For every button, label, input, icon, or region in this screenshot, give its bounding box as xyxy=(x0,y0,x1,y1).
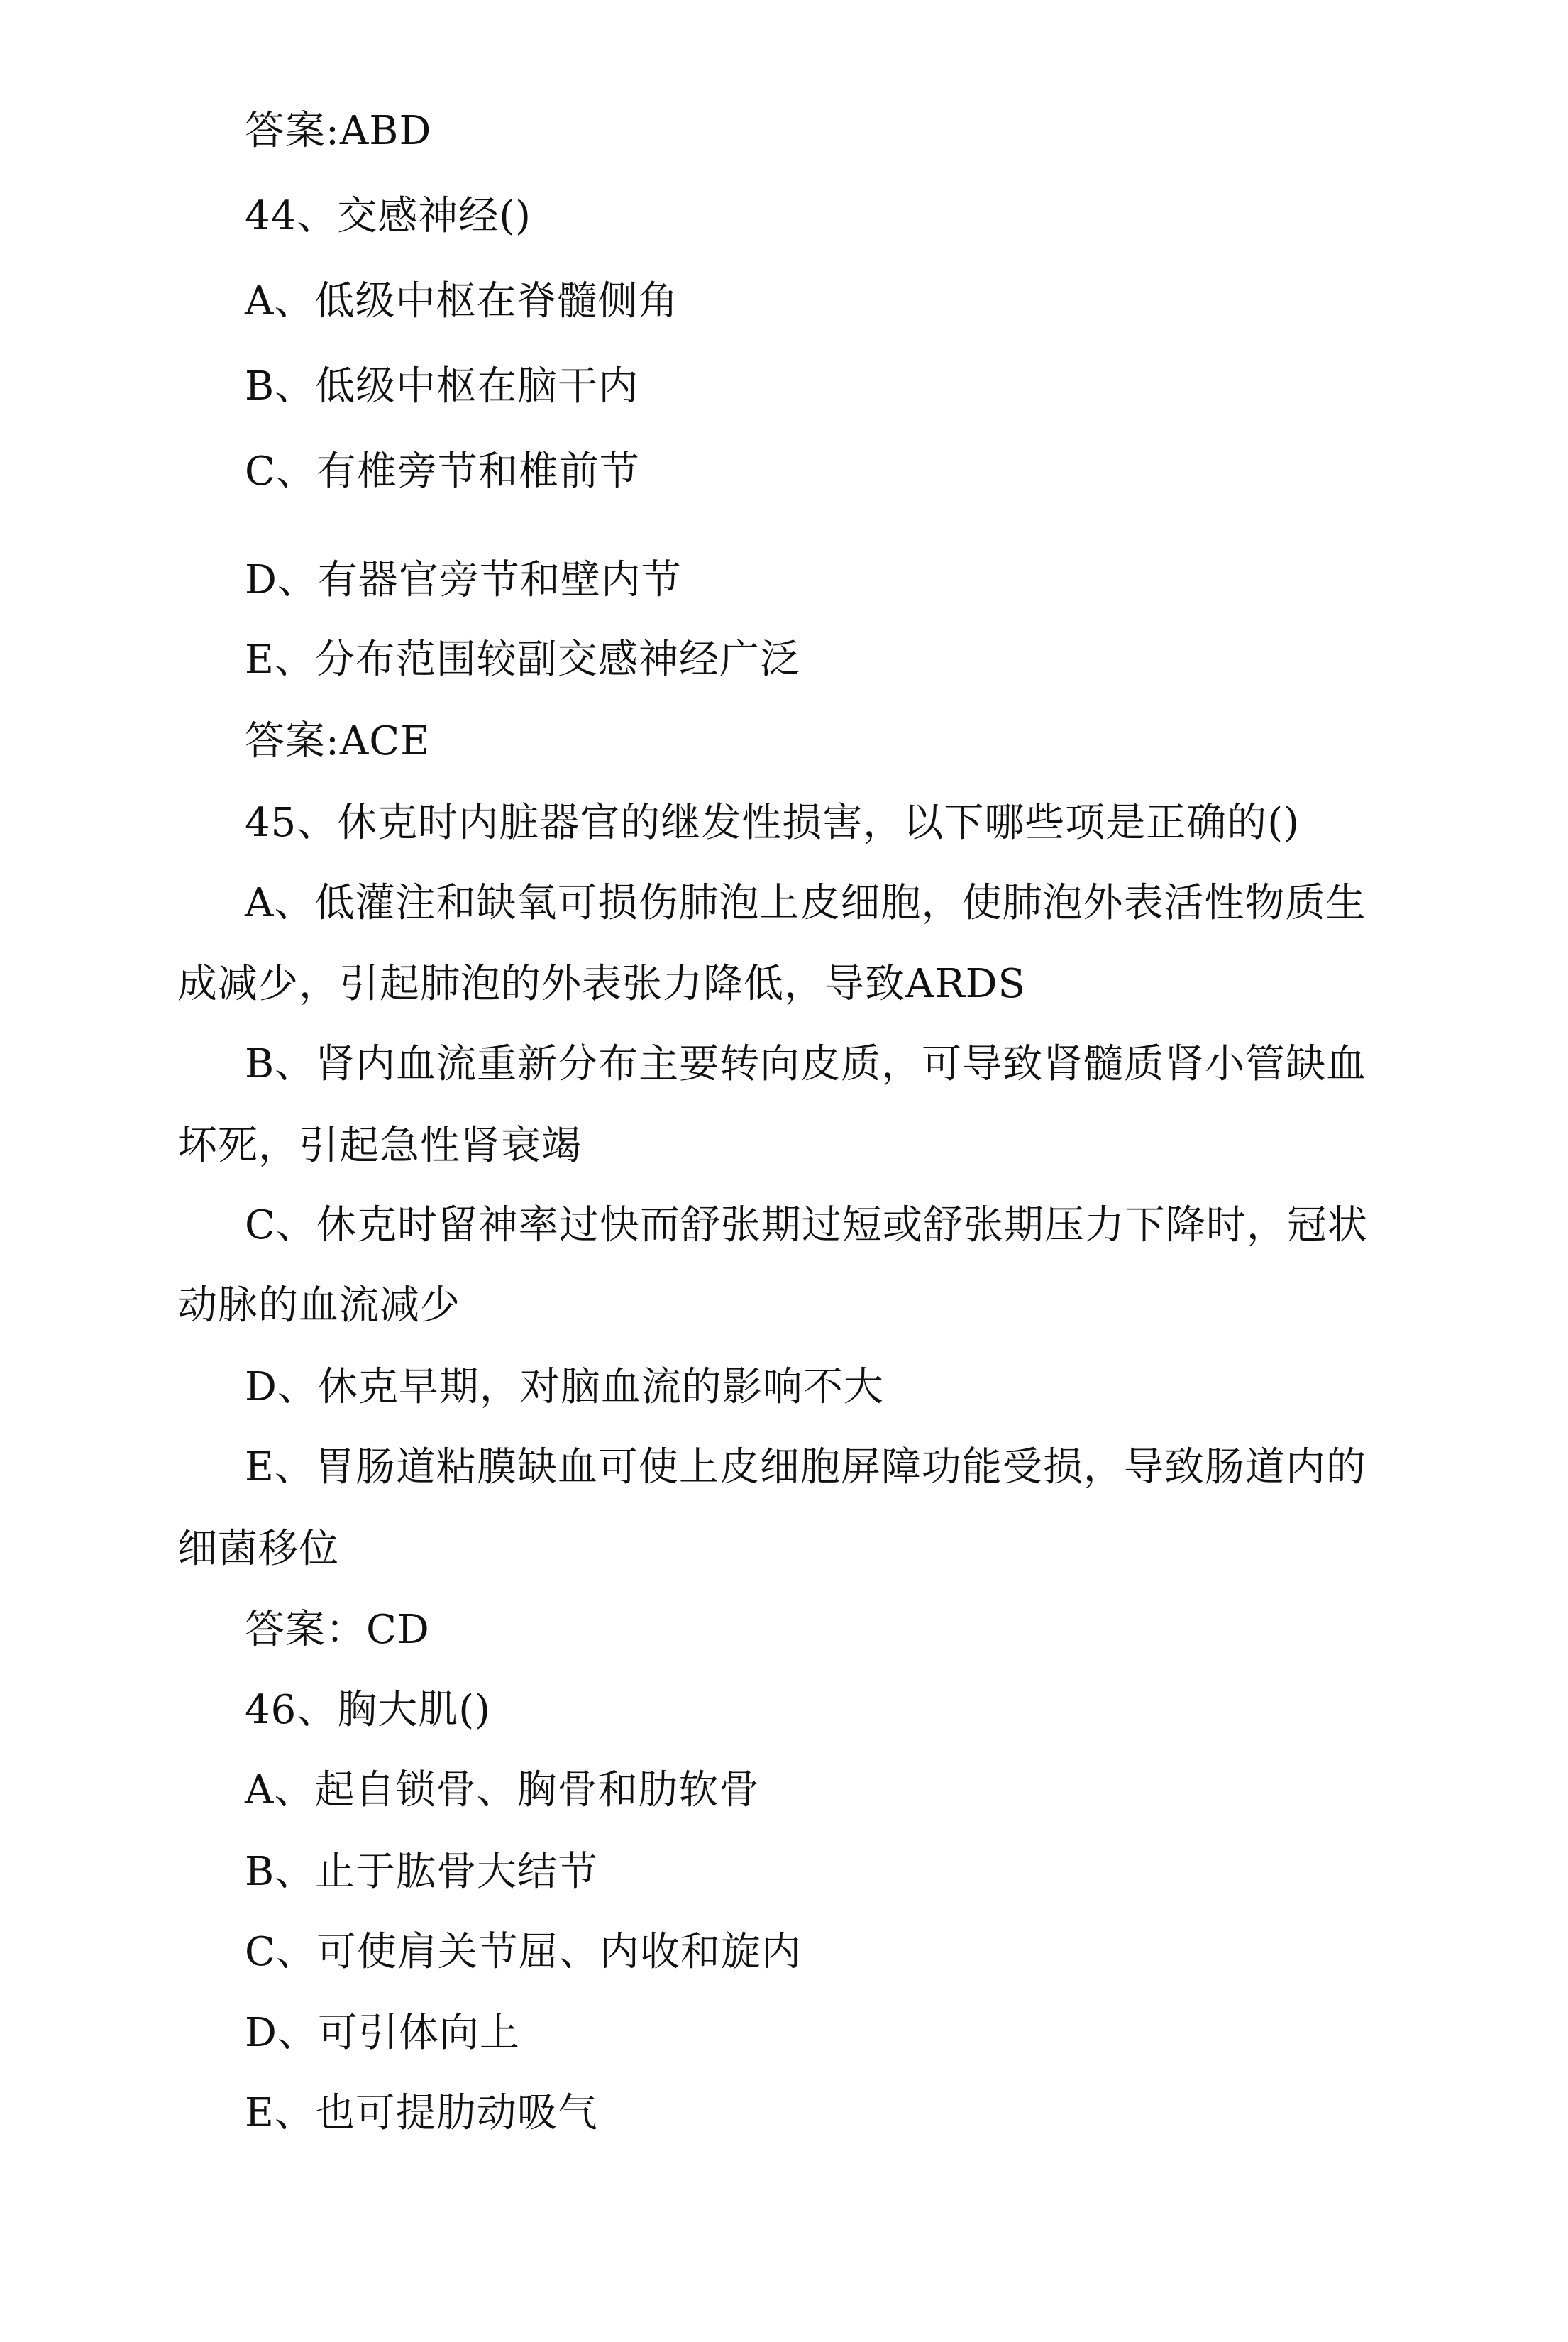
question-44-option-e: E、分布范围较副交感神经广泛 xyxy=(245,637,800,683)
answer-43: 答案:ABD xyxy=(245,108,432,154)
question-46-option-c: C、可使肩关节屈、内收和旋内 xyxy=(245,1929,802,1975)
question-46-option-e: E、也可提肋动吸气 xyxy=(245,2090,598,2136)
answer-44: 答案:ACE xyxy=(245,718,431,764)
answer-45: 答案：CD xyxy=(245,1607,430,1653)
question-44-option-c: C、有椎旁节和椎前节 xyxy=(245,449,640,495)
question-45-option-c: C、休克时留神率过快而舒张期过短或舒张期压力下降时，冠状 xyxy=(245,1202,1368,1248)
question-46-option-d: D、可引体向上 xyxy=(245,2010,520,2056)
question-44-option-d: D、有器官旁节和壁内节 xyxy=(245,557,682,603)
question-45-option-d: D、休克早期，对脑血流的影响不大 xyxy=(245,1364,884,1410)
question-46-option-a: A、起自锁骨、胸骨和肋软骨 xyxy=(245,1767,760,1813)
question-45-option-c-cont: 动脉的血流减少 xyxy=(177,1282,460,1329)
question-45-option-a: A、低灌注和缺氧可损伤肺泡上皮细胞，使肺泡外表活性物质生 xyxy=(245,880,1367,926)
question-45-option-b: B、肾内血流重新分布主要转向皮质，可导致肾髓质肾小管缺血 xyxy=(245,1041,1367,1087)
question-45-option-a-cont: 成减少，引起肺泡的外表张力降低，导致ARDS xyxy=(177,961,1026,1007)
question-45-option-b-cont: 坏死，引起急性肾衰竭 xyxy=(177,1123,582,1169)
question-45-option-e: E、胃肠道粘膜缺血可使上皮细胞屏障功能受损，导致肠道内的 xyxy=(245,1444,1367,1490)
question-44-title: 44、交感神经() xyxy=(245,193,531,239)
question-45-option-e-cont: 细菌移位 xyxy=(177,1526,339,1572)
question-46-title: 46、胸大肌() xyxy=(245,1687,491,1733)
question-44-option-b: B、低级中枢在脑干内 xyxy=(245,363,639,409)
question-46-option-b: B、止于肱骨大结节 xyxy=(245,1849,599,1895)
question-45-title: 45、休克时内脏器官的继发性损害，以下哪些项是正确的() xyxy=(245,800,1300,846)
question-44-option-a: A、低级中枢在脊髓侧角 xyxy=(245,278,679,324)
